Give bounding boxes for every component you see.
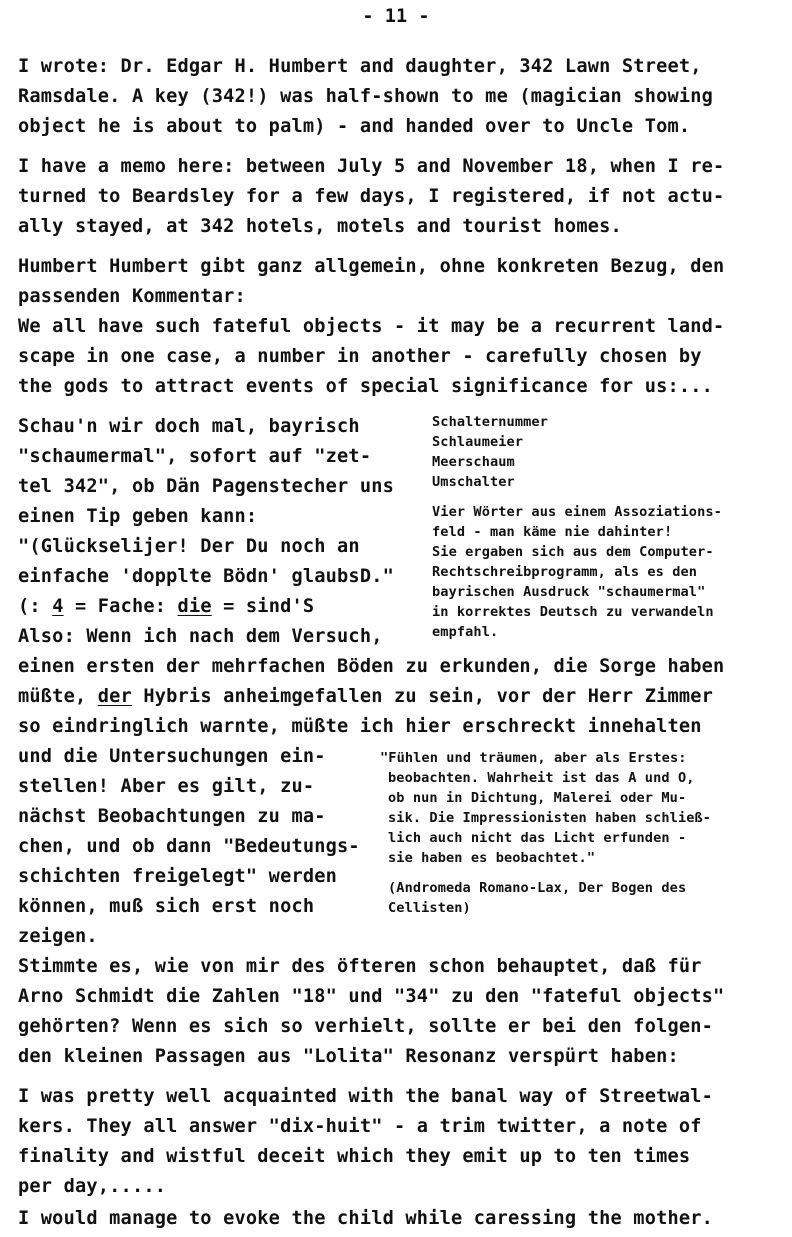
- text-fragment: = sind'S: [211, 596, 315, 617]
- text-line: und die Untersuchungen ein-: [18, 746, 326, 767]
- quote-line: sik. Die Impressionisten haben schließ-: [388, 810, 712, 826]
- text-fragment: Hybris anheimgefallen zu sein, vor der Herr Zimmer: [131, 686, 714, 707]
- text-fragment: = Fache:: [63, 596, 178, 617]
- text-line: Stimmte es, wie von mir des öfteren schon behauptet, daß für: [18, 956, 702, 977]
- quote-line: sie haben es beobachtet.": [388, 850, 596, 866]
- text-line: per day,.....: [18, 1176, 167, 1197]
- text-line: tel 342", ob Dän Pagenstecher uns: [18, 476, 395, 497]
- note-line: empfahl.: [432, 624, 499, 640]
- note-word: Schlaumeier: [432, 434, 524, 450]
- text-line: object he is about to palm) - and handed over to Uncle Tom.: [18, 116, 691, 137]
- text-line: Ramsdale. A key (342!) was half-shown to me (magician showing: [18, 86, 714, 107]
- quote-line: lich auch nicht das Licht erfunden -: [388, 830, 687, 846]
- text-fragment: müßte,: [18, 686, 98, 707]
- text-line: stellen! Aber es gilt, zu-: [18, 776, 315, 797]
- text-line: [18, 682, 768, 712]
- text-line: turned to Beardsley for a few days, I registered, if not actu-: [18, 186, 725, 207]
- quote-line: beobachten. Wahrheit ist das A und O,: [388, 770, 695, 786]
- text-line: zeigen.: [18, 926, 98, 947]
- text-line: einen Tip geben kann:: [18, 506, 258, 527]
- text-line: nächst Beobachtungen zu ma-: [18, 806, 326, 827]
- note-line: bayrischen Ausdruck "schaumermal": [432, 584, 706, 600]
- text-line: "schaumermal", sofort auf "zet-: [18, 446, 372, 467]
- text-line: gehörten? Wenn es sich so verhielt, sollte er bei den folgen-: [18, 1016, 714, 1037]
- text-line: den kleinen Passagen aus "Lolita" Resonanz verspürt haben:: [18, 1046, 679, 1067]
- text-line: finality and wistful deceit which they emit up to ten times: [18, 1146, 691, 1167]
- text-line: Also: Wenn ich nach dem Versuch,: [18, 626, 383, 647]
- note-line: Rechtschreibprogramm, als es den: [432, 564, 698, 580]
- text-line: so eindringlich warnte, müßte ich hier erschreckt innehalten: [18, 716, 702, 737]
- text-line: kers. They all answer "dix-huit" - a trim twitter, a note of: [18, 1116, 702, 1137]
- text-line: schichten freigelegt" werden: [18, 866, 338, 887]
- text-line: Humbert Humbert gibt ganz allgemein, ohne konkreten Bezug, den: [18, 256, 725, 277]
- text-line: the gods to attract events of special significance for us:...: [18, 376, 714, 397]
- text-line: passenden Kommentar:: [18, 286, 246, 307]
- text-line: Arno Schmidt die Zahlen "18" und "34" zu den "fateful objects": [18, 986, 725, 1007]
- text-line: können, muß sich erst noch: [18, 896, 315, 917]
- text-line: ally stayed, at 342 hotels, motels and tourist homes.: [18, 216, 622, 237]
- note-line: Vier Wörter aus einem Assoziations-: [432, 504, 722, 520]
- text-line: I wrote: Dr. Edgar H. Humbert and daughter, 342 Lawn Street,: [18, 56, 702, 77]
- underlined-word: der: [97, 686, 132, 707]
- note-word: Meerschaum: [432, 454, 515, 470]
- text-line: I have a memo here: between July 5 and November 18, when I re-: [18, 156, 725, 177]
- text-line: We all have such fateful objects - it may be a recurrent land-: [18, 316, 725, 337]
- text-line: chen, und ob dann "Bedeutungs-: [18, 836, 360, 857]
- text-line: Schau'n wir doch mal, bayrisch: [18, 416, 360, 437]
- note-word: Schalternummer: [432, 414, 548, 430]
- text-line: scape in one case, a number in another - carefully chosen by: [18, 346, 702, 367]
- note-line: Sie ergaben sich aus dem Computer-: [432, 544, 714, 560]
- text-line: I was pretty well acquainted with the banal way of Streetwal-: [18, 1086, 714, 1107]
- underlined-number: 4: [52, 596, 64, 617]
- text-line: I would manage to evoke the child while caressing the mother.: [18, 1208, 714, 1229]
- text-line: "(Glückselijer! Der Du noch an: [18, 536, 360, 557]
- quote-source: (Andromeda Romano-Lax, Der Bogen des: [388, 880, 687, 896]
- note-line: feld - man käme nie dahinter!: [432, 524, 673, 540]
- text-fragment: (:: [18, 596, 53, 617]
- note-word: Umschalter: [432, 474, 515, 490]
- text-line: einfache 'dopplte Bödn' glaubsD.": [18, 566, 395, 587]
- underlined-word: die: [177, 596, 212, 617]
- quote-source: Cellisten): [388, 900, 471, 916]
- quote-line: ob nun in Dichtung, Malerei oder Mu-: [388, 790, 687, 806]
- text-line: [18, 592, 418, 622]
- note-line: in korrektes Deutsch zu verwandeln: [432, 604, 714, 620]
- page-number: - 11 -: [362, 6, 430, 27]
- text-line: einen ersten der mehrfachen Böden zu erkunden, die Sorge haben: [18, 656, 725, 677]
- quote-line: "Fühlen und träumen, aber als Erstes:: [380, 750, 687, 766]
